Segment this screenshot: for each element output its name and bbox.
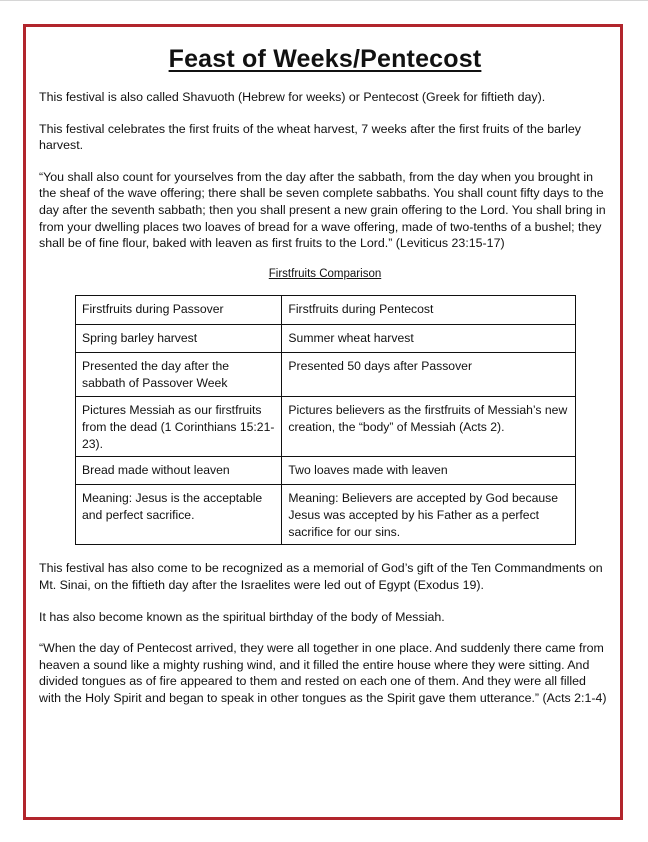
table-row (76, 296, 576, 325)
document-body (39, 27, 611, 707)
table-row (76, 325, 576, 353)
table-cell-passover: Bread made without leaven (76, 457, 282, 485)
page-title: Feast of Weeks/Pentecost (168, 45, 482, 73)
table-cell-pentecost: Two loaves made with leaven (282, 457, 576, 485)
table-cell-pentecost: Pictures believers as the firstfruits of Messiah’s new creation, the “body” of Messiah (Acts 2). (282, 397, 576, 457)
intro-paragraph-names: This festival is also called Shavuoth (Hebrew for weeks) or Pentecost (Greek for fiftieth day). (39, 90, 546, 104)
table-cell-passover: Pictures Messiah as our firstfruits from the dead (1 Corinthians 15:21-23). (76, 397, 282, 457)
table-cell-passover: Spring barley harvest (76, 325, 282, 353)
table-cell-pentecost: Summer wheat harvest (282, 325, 576, 353)
intro-paragraph-harvest: This festival celebrates the first fruits of the wheat harvest, 7 weeks after the first fruits of the barley harvest. (39, 121, 581, 153)
table-row (76, 457, 576, 485)
table-cell-pentecost: Presented 50 days after Passover (282, 353, 576, 397)
spiritual-birthday-paragraph: It has also become known as the spiritual birthday of the body of Messiah. (39, 609, 445, 624)
table-row (76, 353, 576, 397)
top-edge-line (0, 0, 648, 1)
leviticus-quote: “You shall also count for yourselves from the day after the sabbath, from the day when you brought in the sheaf of the wave offering; there shall be seven complete sabbaths. You shall count fifty days to the day after the seventh sabbath; then you shall present a new grain offering to the Lord. You shall bring in from your dwelling places two loaves of bread for a wave offering, made of two-tenths of a bushel; they shall be of fine flour, baked with leaven as first fruits to the Lord.” (Leviticus 23:15-17) (39, 169, 606, 251)
page-frame (23, 24, 623, 820)
table-caption: Firstfruits Comparison (268, 267, 382, 280)
table-cell-pentecost: Meaning: Believers are accepted by God because Jesus was accepted by his Father as a perfect sacrifice for our sins. (282, 485, 576, 545)
table-cell-passover: Presented the day after the sabbath of Passover Week (76, 353, 282, 397)
acts-quote: “When the day of Pentecost arrived, they were all together in one place. And suddenly there came from heaven a sound like a mighty rushing wind, and it filled the entire house where they were sitting. And divided tongues as of fire appeared to them and rested on each one of them. And they were all filled with the Holy Spirit and began to speak in other tongues as the Spirit gave them utterance.” (Acts 2:1-4) (39, 641, 607, 705)
table-cell-pentecost: Firstfruits during Pentecost (282, 296, 576, 325)
table-cell-passover: Firstfruits during Passover (76, 296, 282, 325)
table-cell-passover: Meaning: Jesus is the acceptable and perfect sacrifice. (76, 485, 282, 545)
firstfruits-comparison-table (75, 295, 576, 545)
table-row (76, 397, 576, 457)
table-row (76, 485, 576, 545)
ten-commandments-paragraph: This festival has also come to be recognized as a memorial of God’s gift of the Ten Commandments on Mt. Sinai, on the fiftieth day after the Israelites were led out of Egypt (Exodus 19). (39, 561, 603, 592)
